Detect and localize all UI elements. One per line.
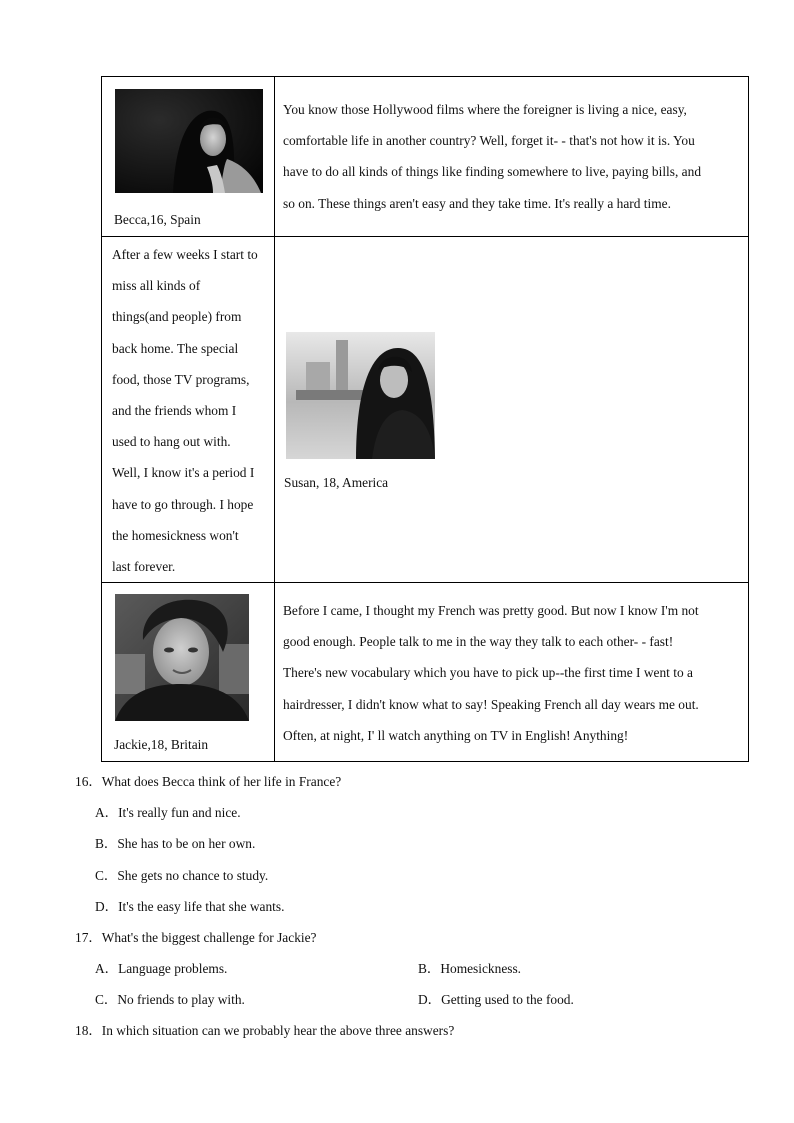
text-line: back home. The special: [112, 340, 239, 356]
caption-susan: Susan, 18, America: [284, 475, 389, 490]
option-16b[interactable]: [95, 833, 255, 852]
susan-photo: [286, 332, 435, 459]
question-text: In which situation can we probably hear the above three answers?: [101, 1023, 455, 1038]
caption-jackie: Jackie,18, Britain: [114, 737, 209, 752]
text-line: the homesickness won't: [112, 527, 239, 543]
option-17c[interactable]: [95, 989, 245, 1008]
option-letter: D．: [418, 992, 442, 1007]
question-text: What's the biggest challenge for Jackie?: [101, 930, 317, 945]
option-letter: D．: [95, 899, 119, 914]
option-text: No friends to play with.: [117, 992, 245, 1007]
option-letter: A．: [95, 961, 119, 976]
option-16c[interactable]: [95, 865, 268, 884]
question-17: [75, 927, 317, 946]
question-16: [75, 771, 341, 790]
question-18: [75, 1020, 454, 1039]
text-line: so on. These things aren't easy and they take time. It's really a hard time.: [283, 195, 671, 211]
question-number: 17．: [75, 930, 102, 945]
becca-photo: [115, 89, 263, 193]
option-letter: C．: [95, 992, 118, 1007]
text-line: good enough. People talk to me in the way they talk to each other- - fast!: [283, 634, 674, 650]
option-letter: B．: [418, 961, 441, 976]
text-jackie: [283, 595, 743, 751]
option-text: She has to be on her own.: [117, 836, 256, 851]
option-text: Homesickness.: [440, 961, 522, 976]
option-17d[interactable]: [418, 989, 574, 1008]
option-letter: C．: [95, 868, 118, 883]
option-16d[interactable]: [95, 896, 284, 915]
question-number: 16．: [75, 774, 102, 789]
option-text: Language problems.: [118, 961, 228, 976]
option-letter: B．: [95, 836, 118, 851]
option-letter: A．: [95, 805, 119, 820]
text-line: comfortable life in another country? Well, forget it- - that's not how it is. You: [283, 133, 695, 149]
caption-becca: Becca,16, Spain: [114, 212, 201, 227]
text-susan: [112, 239, 274, 582]
text-line: There's new vocabulary which you have to pick up--the first time I went to a: [283, 665, 693, 681]
text-line: Before I came, I thought my French was pretty good. But now I know I'm not: [283, 603, 699, 618]
text-line: Often, at night, I' ll watch anything on TV in English! Anything!: [283, 727, 629, 743]
option-text: She gets no chance to study.: [117, 868, 269, 883]
jackie-photo: [115, 594, 249, 721]
option-17b[interactable]: [418, 958, 521, 977]
option-text: It's really fun and nice.: [118, 805, 241, 820]
option-text: Getting used to the food.: [441, 992, 574, 1007]
row-divider: [102, 236, 748, 237]
text-line: hairdresser, I didn't know what to say! Speaking French all day wears me out.: [283, 696, 699, 712]
text-line: and the friends whom I: [112, 403, 237, 419]
text-line: Well, I know it's a period I: [112, 465, 255, 481]
text-line: have to do all kinds of things like finding somewhere to live, paying bills, and: [283, 164, 702, 180]
text-becca: [283, 94, 743, 219]
reading-table: [101, 76, 749, 762]
text-line: have to go through. I hope: [112, 496, 254, 512]
question-text: What does Becca think of her life in France?: [101, 774, 342, 789]
question-number: 18．: [75, 1023, 102, 1038]
option-16a[interactable]: [95, 802, 241, 821]
column-divider: [274, 77, 275, 761]
option-text: It's the easy life that she wants.: [118, 899, 285, 914]
text-line: last forever.: [112, 559, 176, 575]
text-line: food, those TV programs,: [112, 371, 250, 387]
text-line: things(and people) from: [112, 309, 242, 325]
text-line: After a few weeks I start to: [112, 247, 258, 262]
text-line: miss all kinds of: [112, 278, 201, 294]
option-17a[interactable]: [95, 958, 227, 977]
text-line: You know those Hollywood films where the foreigner is living a nice, easy,: [283, 102, 687, 117]
text-line: used to hang out with.: [112, 434, 231, 450]
